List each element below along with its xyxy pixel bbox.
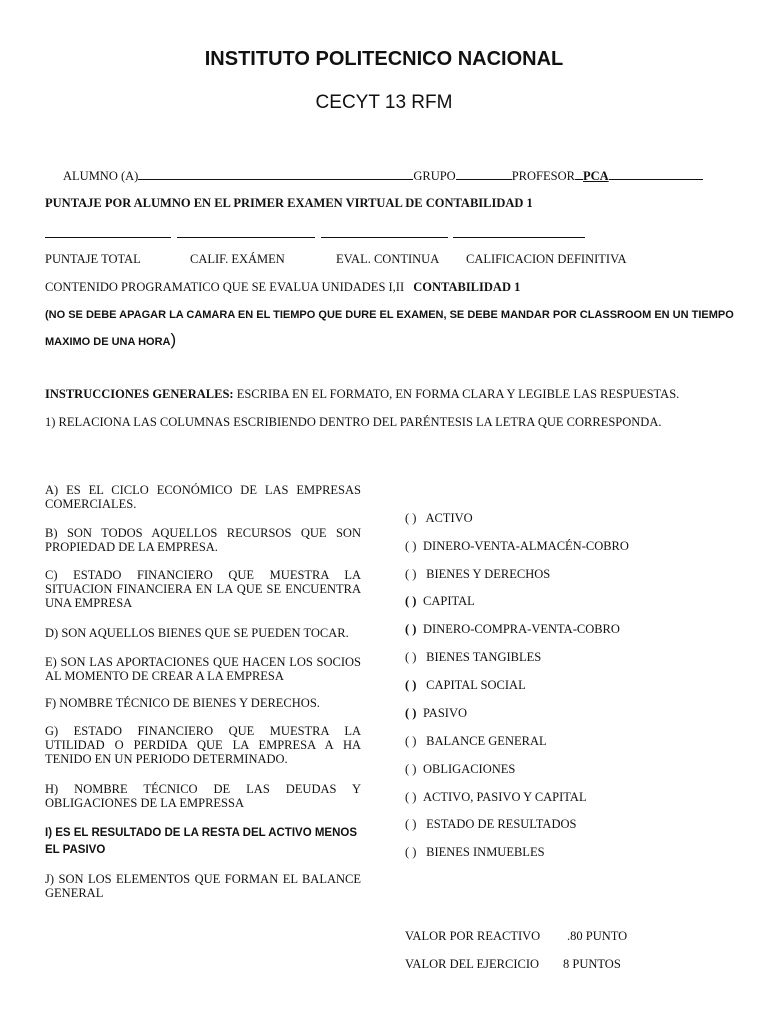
- answer-blank[interactable]: ( ): [405, 845, 417, 859]
- per-item-value-label: VALOR POR REACTIVO: [405, 929, 541, 943]
- question-f: F) NOMBRE TÉCNICO DE BIENES Y DERECHOS.: [45, 696, 320, 710]
- document-title: INSTITUTO POLITECNICO NACIONAL: [204, 48, 564, 70]
- answer-blank[interactable]: ( ): [405, 594, 417, 608]
- answer-blank[interactable]: ( ): [405, 511, 417, 525]
- option-text: OBLIGACIONES: [423, 762, 516, 776]
- option-row[interactable]: [405, 817, 576, 832]
- warning-close-paren: ): [170, 330, 177, 349]
- question-b: B) SON TODOS AQUELLOS RECURSOS QUE SON PROPIEDAD DE LA EMPRESA.: [45, 526, 361, 554]
- answer-blank[interactable]: ( ): [405, 567, 417, 581]
- eval-continua-field[interactable]: [321, 237, 448, 238]
- option-row[interactable]: [405, 845, 545, 860]
- exercise-value: 8 PUNTOS: [563, 957, 621, 971]
- option-text: PASIVO: [423, 706, 468, 720]
- option-row[interactable]: [405, 706, 467, 721]
- profesor-underline-lead: [575, 168, 583, 180]
- option-row[interactable]: [405, 678, 526, 693]
- score-column-label: EVAL. CONTINUA: [336, 252, 440, 266]
- option-row[interactable]: [405, 790, 587, 805]
- answer-blank[interactable]: ( ): [405, 622, 417, 636]
- option-text: BIENES Y DERECHOS: [426, 567, 551, 581]
- program-contents-text: CONTENIDO PROGRAMATICO QUE SE EVALUA UNIDADES I,II: [45, 280, 405, 294]
- option-row[interactable]: [405, 622, 620, 637]
- instruction-item-1: 1) RELACIONA LAS COLUMNAS ESCRIBIENDO DENTRO DEL PARÉNTESIS LA LETRA QUE CORRESPONDA.: [45, 415, 662, 429]
- question-c: C) ESTADO FINANCIERO QUE MUESTRA LA SITUACION FINANCIERA EN LA QUE SE ENCUENTRA UNA EMPRESA: [45, 568, 361, 610]
- instructions-label: INSTRUCCIONES GENERALES:: [45, 387, 234, 401]
- per-item-value: .80 PUNTO: [567, 929, 628, 943]
- profesor-value: PCA: [582, 169, 609, 183]
- grupo-label: GRUPO: [413, 169, 456, 183]
- option-text: ESTADO DE RESULTADOS: [426, 817, 577, 831]
- question-e: E) SON LAS APORTACIONES QUE HACEN LOS SOCIOS AL MOMENTO DE CREAR A LA EMPRESA: [45, 655, 361, 683]
- program-subject: CONTABILIDAD 1: [413, 280, 521, 294]
- option-row[interactable]: [405, 734, 547, 749]
- option-text: CAPITAL: [423, 594, 475, 608]
- calificacion-definitiva-field[interactable]: [453, 237, 585, 238]
- puntaje-total-field[interactable]: [45, 237, 171, 238]
- option-row[interactable]: [405, 762, 515, 777]
- answer-blank[interactable]: ( ): [405, 790, 417, 804]
- option-text: DINERO-COMPRA-VENTA-COBRO: [423, 622, 620, 636]
- answer-blank[interactable]: ( ): [405, 734, 417, 748]
- question-j: J) SON LOS ELEMENTOS QUE FORMAN EL BALANCE GENERAL: [45, 872, 361, 900]
- score-column-label: CALIF. EXÁMEN: [190, 252, 285, 266]
- program-contents-line: [45, 280, 520, 295]
- option-text: BIENES TANGIBLES: [426, 650, 542, 664]
- option-text: ACTIVO: [425, 511, 473, 525]
- warning-line-2-text: MAXIMO DE UNA HORA: [45, 336, 171, 348]
- general-instructions: [45, 387, 679, 402]
- question-h: H) NOMBRE TÉCNICO DE LAS DEUDAS Y OBLIGACIONES DE LA EMPRESSA: [45, 782, 361, 810]
- question-a: A) ES EL CICLO ECONÓMICO DE LAS EMPRESAS COMERCIALES.: [45, 483, 361, 511]
- student-info-line: [63, 168, 703, 184]
- option-row[interactable]: [405, 594, 475, 609]
- score-heading: PUNTAJE POR ALUMNO EN EL PRIMER EXAMEN VIRTUAL DE CONTABILIDAD 1: [45, 196, 533, 210]
- option-row[interactable]: [405, 539, 629, 554]
- question-d: D) SON AQUELLOS BIENES QUE SE PUEDEN TOCAR.: [45, 626, 349, 640]
- profesor-field[interactable]: [609, 168, 703, 180]
- score-column-label: CALIFICACION DEFINITIVA: [466, 252, 627, 266]
- answer-blank[interactable]: ( ): [405, 650, 417, 664]
- question-i: I) ES EL RESULTADO DE LA RESTA DEL ACTIVO MENOS EL PASIVO: [45, 827, 358, 856]
- warning-line-2: [45, 330, 176, 350]
- school-name: CECYT 13 RFM: [315, 92, 453, 113]
- alumno-field[interactable]: [138, 168, 413, 180]
- answer-blank[interactable]: ( ): [405, 706, 417, 720]
- option-text: ACTIVO, PASIVO Y CAPITAL: [423, 790, 587, 804]
- answer-blank[interactable]: ( ): [405, 678, 417, 692]
- option-row[interactable]: [405, 650, 541, 665]
- option-row[interactable]: [405, 567, 550, 582]
- option-text: CAPITAL SOCIAL: [426, 678, 526, 692]
- question-g: G) ESTADO FINANCIERO QUE MUESTRA LA UTILIDAD O PERDIDA QUE LA EMPRESA A HA TENIDO EN UN PERIODO DETERMINADO.: [45, 724, 361, 766]
- calif-examen-field[interactable]: [177, 237, 315, 238]
- option-row[interactable]: [405, 511, 473, 526]
- instructions-text: ESCRIBA EN EL FORMATO, EN FORMA CLARA Y LEGIBLE LAS RESPUESTAS.: [233, 387, 680, 401]
- option-text: BIENES INMUEBLES: [426, 845, 545, 859]
- exercise-value-label: VALOR DEL EJERCICIO: [405, 957, 540, 971]
- answer-blank[interactable]: ( ): [405, 762, 417, 776]
- option-text: DINERO-VENTA-ALMACÉN-COBRO: [423, 539, 629, 553]
- option-text: BALANCE GENERAL: [426, 734, 547, 748]
- warning-line-1: (NO SE DEBE APAGAR LA CAMARA EN EL TIEMPO QUE DURE EL EXAMEN, SE DEBE MANDAR POR CLASSROOM EN UN TIEMPO: [45, 309, 734, 321]
- alumno-label: ALUMNO (A): [63, 169, 139, 183]
- answer-blank[interactable]: ( ): [405, 817, 417, 831]
- grupo-field[interactable]: [456, 168, 512, 180]
- profesor-label: PROFESOR: [511, 169, 575, 183]
- score-column-label: PUNTAJE TOTAL: [45, 252, 141, 266]
- answer-blank[interactable]: ( ): [405, 539, 417, 553]
